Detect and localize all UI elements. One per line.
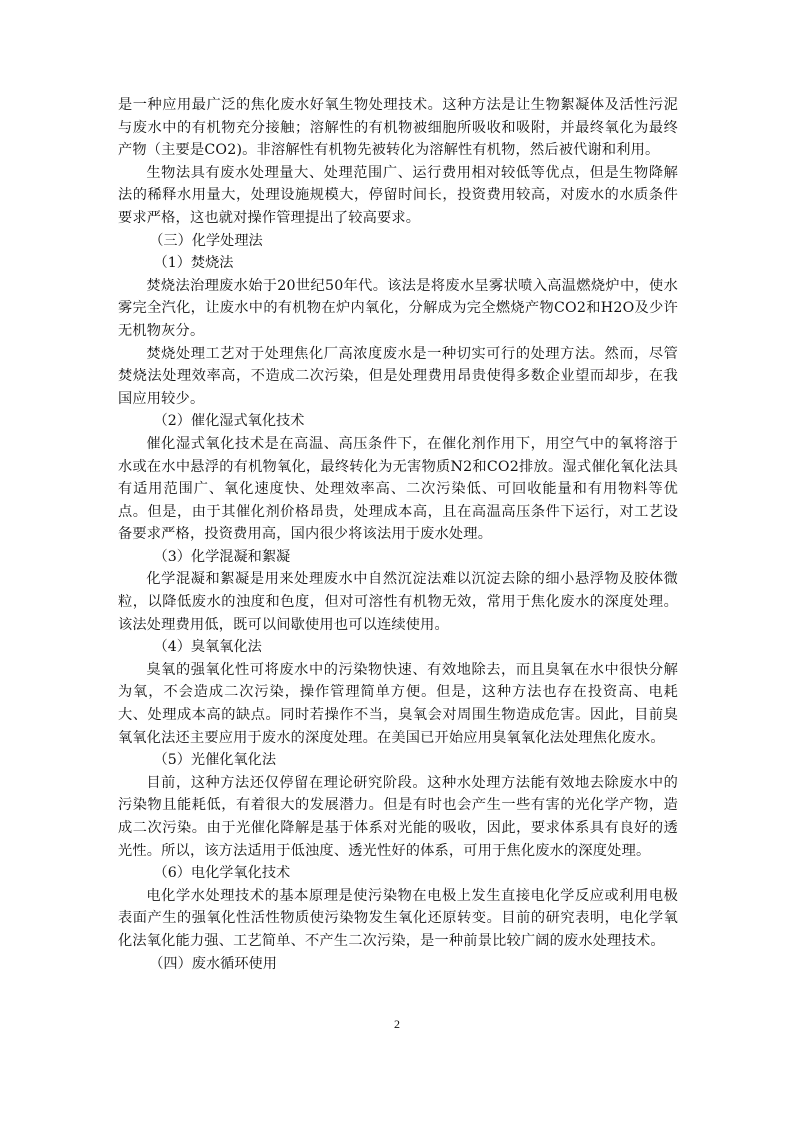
section-heading: （四）废水循环使用 xyxy=(149,955,277,972)
paragraph: 生物法具有废水处理量大、处理范围广、运行费用相对较低等优点，但是生物降解法的稀释水用量大，处理设施规模大，停留时间长，投资费用较高，对废水的水质条件要求严格，这也就对操作管理提出了较高要求。 xyxy=(118,164,678,226)
subsection-heading: （6）电化学氧化技术 xyxy=(153,865,291,882)
section-heading: （三）化学处理法 xyxy=(149,232,263,249)
paragraph: 电化学水处理技术的基本原理是使污染物在电极上发生直接电化学反应或利用电极表面产生的强氧化性活性物质使污染物发生氧化还原转变。目前的研究表明，电化学氧化法氧化能力强、工艺简单、不产生二次污染，是一种前景比较广阔的废水处理技术。 xyxy=(118,887,678,949)
paragraph: 焚烧处理工艺对于处理焦化厂高浓度废水是一种切实可行的处理方法。然而，尽管焚烧法处理效率高，不造成二次污染，但是处理费用昂贵使得多数企业望而却步，在我国应用较少。 xyxy=(118,345,678,407)
subsection-heading: （1）焚烧法 xyxy=(153,255,234,272)
subsection-heading: （4）臭氧氧化法 xyxy=(153,639,262,656)
paragraph: 化学混凝和絮凝是用来处理废水中自然沉淀法难以沉淀去除的细小悬浮物及胶体微粒，以降低废水的浊度和色度，但对可溶性有机物无效，常用于焦化废水的深度处理。该法处理费用低，既可以间歇使用也可以连续使用。 xyxy=(118,571,678,633)
subsection-heading: （2）催化湿式氧化技术 xyxy=(153,413,305,430)
page-number: 2 xyxy=(394,1017,400,1031)
document-page xyxy=(118,94,678,975)
paragraph: 焚烧法治理废水始于20世纪50年代。该法是将废水呈雾状喷入高温燃烧炉中，使水雾完全汽化，让废水中的有机物在炉内氧化，分解成为完全燃烧产物CO2和H2O及少许无机物灰分。 xyxy=(118,277,678,339)
paragraph: 臭氧的强氧化性可将废水中的污染物快速、有效地除去，而且臭氧在水中很快分解为氧，不会造成二次污染，操作管理简单方便。但是，这种方法也存在投资高、电耗大、处理成本高的缺点。同时若操作不当，臭氧会对周围生物造成危害。因此，目前臭氧氧化法还主要应用于废水的深度处理。在美国已开始应用臭氧氧化法处理焦化废水。 xyxy=(118,661,678,746)
paragraph: 是一种应用最广泛的焦化废水好氧生物处理技术。这种方法是让生物絮凝体及活性污泥与废水中的有机物充分接触；溶解性的有机物被细胞所吸收和吸附，并最终氧化为最终产物（主要是CO2)。非溶解性有机物先被转化为溶解性有机物，然后被代谢和利用。 xyxy=(118,97,678,159)
paragraph: 催化湿式氧化技术是在高温、高压条件下，在催化剂作用下，用空气中的氧将溶于水或在水中悬浮的有机物氧化，最终转化为无害物质N2和CO2排放。湿式催化氧化法具有适用范围广、氧化速度快、处理效率高、二次污染低、可回收能量和有用物料等优点。但是，由于其催化剂价格昂贵，处理成本高，且在高温高压条件下运行，对工艺设备要求严格，投资费用高，国内很少将该法用于废水处理。 xyxy=(118,435,678,543)
paragraph: 目前，这种方法还仅停留在理论研究阶段。这种水处理方法能有效地去除废水中的污染物且能耗低，有着很大的发展潜力。但是有时也会产生一些有害的光化学产物，造成二次污染。由于光催化降解是基于体系对光能的吸收，因此，要求体系具有良好的透光性。所以，该方法适用于低浊度、透光性好的体系，可用于焦化废水的深度处理。 xyxy=(118,774,678,859)
subsection-heading: （3）化学混凝和絮凝 xyxy=(153,548,291,565)
subsection-heading: （5）光催化氧化法 xyxy=(153,752,277,769)
